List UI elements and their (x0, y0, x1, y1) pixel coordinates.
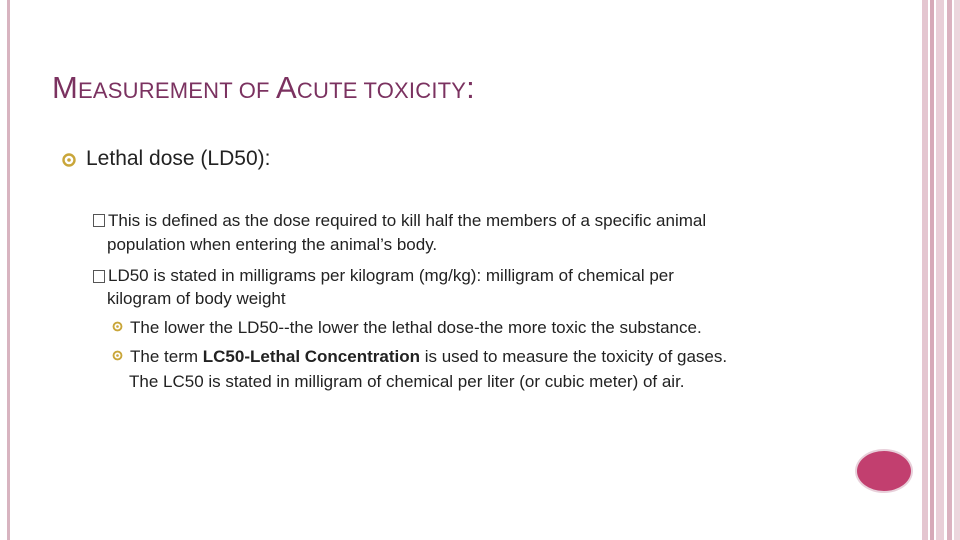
circle-decoration (855, 449, 913, 493)
sub-point-2-bold-term: LC50-Lethal Concentration (202, 347, 420, 366)
sub-point-2-line-2: The LC50 is stated in milligram of chemical per liter (or cubic meter) of air. (129, 372, 685, 391)
title-colon: : (466, 70, 475, 105)
point-2-line-2: kilogram of body weight (107, 289, 286, 308)
sub-point-2-pre: The term (130, 347, 203, 366)
title-part-2: CUTE TOXICITY (296, 78, 467, 103)
right-decorative-stripes (922, 0, 960, 540)
title-cap-m: M (52, 70, 79, 105)
sub-point-1: The lower the LD50--the lower the lethal dose-the more toxic the substance. (130, 318, 702, 337)
sub-point-2-post: is used to measure the toxicity of gases. (420, 347, 728, 366)
point-1-line-1: This is defined as the dose required to kill half the members of a specific animal (108, 211, 707, 230)
level1-label: Lethal dose (LD50): (86, 147, 271, 170)
point-1-line-2: population when entering the animal’s body. (107, 235, 438, 254)
slide-title (52, 70, 475, 106)
flower-bullet-icon (111, 320, 124, 333)
title-cap-a: A (276, 70, 297, 105)
sub-point-2-line-1 (130, 345, 727, 369)
left-frame-line (7, 0, 10, 540)
square-bullet-icon (93, 214, 105, 227)
square-bullet-icon (93, 270, 105, 283)
flower-bullet-icon (111, 349, 124, 362)
point-2-line-1: LD50 is stated in milligrams per kilogram (mg/kg): milligram of chemical per (108, 266, 674, 285)
flower-bullet-icon (60, 151, 78, 169)
title-part-1: EASUREMENT OF (78, 78, 277, 103)
